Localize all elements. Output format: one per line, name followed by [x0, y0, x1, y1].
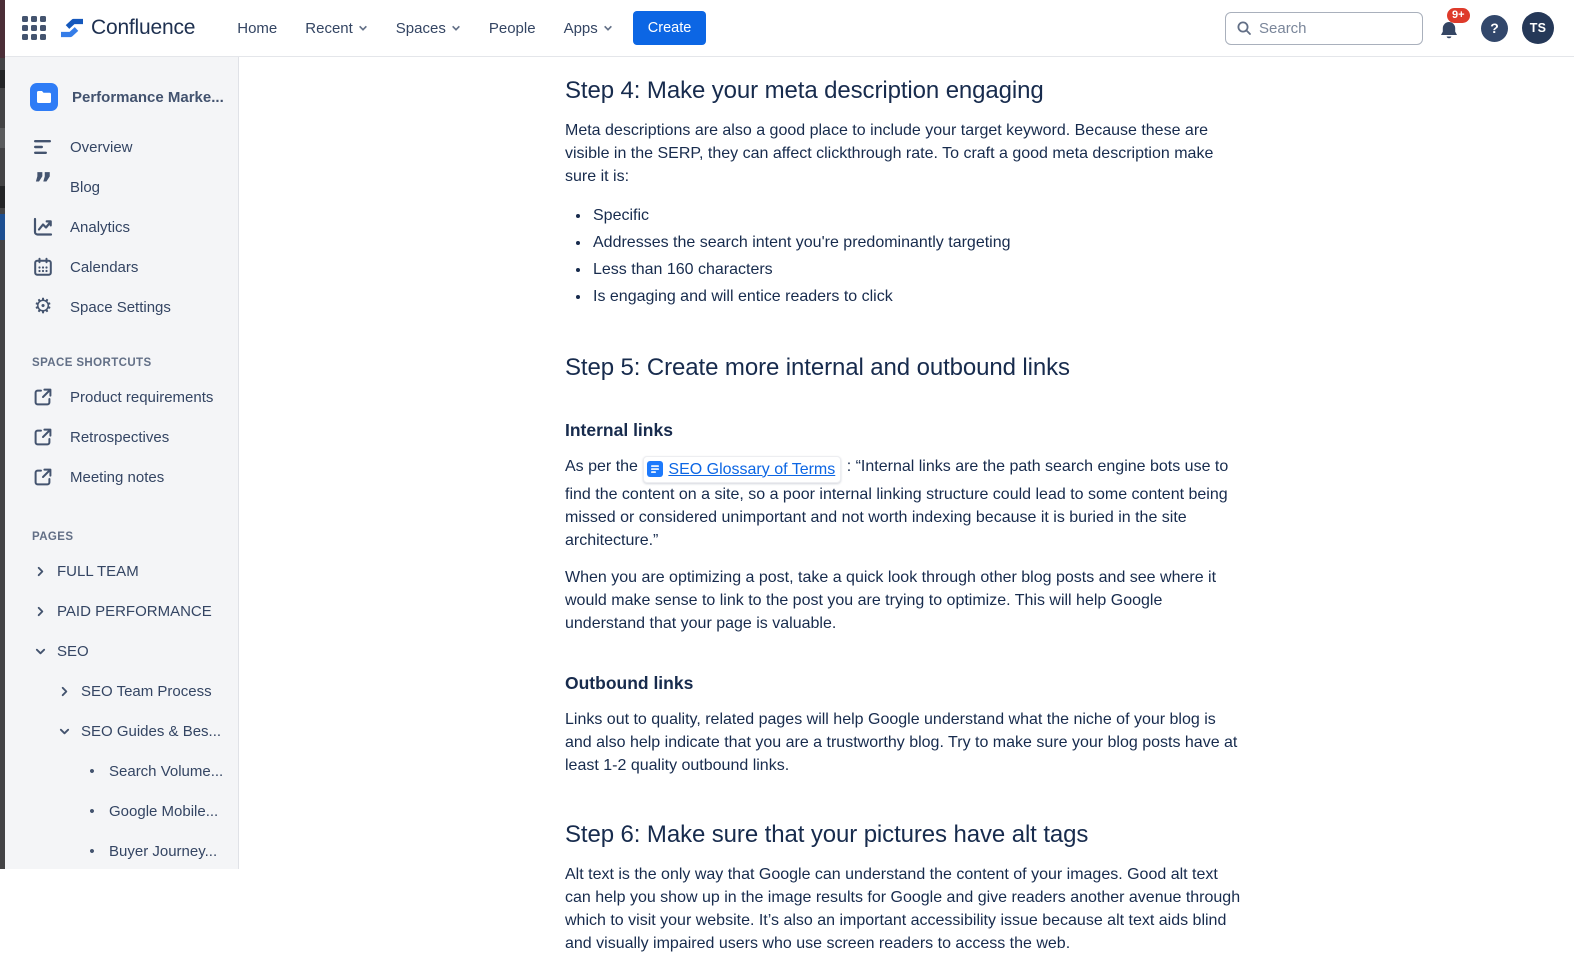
- search-icon: [1236, 20, 1252, 36]
- chevron-down-icon: [603, 23, 613, 33]
- external-link-icon: [32, 388, 54, 406]
- chevron-down-icon: [451, 23, 461, 33]
- document-body: [565, 57, 1243, 955]
- nav-home[interactable]: [227, 13, 287, 44]
- brand-wordmark: Confluence: [91, 16, 196, 39]
- bullet-item: • Less than 160 characters: [591, 258, 1243, 281]
- outbound-links-paragraph: Links out to quality, related pages will help Google understand what the niche of your blog is and also help indicate that you are a trustworthy blog. Try to make sure your blog posts have at least 1-2 quality outbound links.: [565, 710, 1238, 774]
- notification-badge: 9+: [1447, 8, 1470, 23]
- nav-people[interactable]: [479, 13, 546, 44]
- tree-item-label: SEO Guides & Bes...: [81, 722, 222, 740]
- left-edge-segment: [0, 214, 5, 240]
- nav-spaces[interactable]: [386, 13, 471, 44]
- step4-heading: Step 4: Make your meta description engaging: [565, 77, 1044, 104]
- calendar-icon: [32, 258, 54, 276]
- shortcut-retrospectives[interactable]: [5, 417, 238, 457]
- overview-icon: [32, 139, 54, 155]
- help-button[interactable]: [1481, 15, 1508, 42]
- folder-icon: [36, 90, 52, 104]
- shortcut-label: Meeting notes: [70, 468, 165, 486]
- left-edge-segment: [0, 0, 5, 58]
- page-tree: [5, 551, 238, 871]
- analytics-icon: [32, 218, 54, 236]
- tree-item-label: PAID PERFORMANCE: [57, 602, 212, 620]
- sidebar-item-calendars[interactable]: [5, 247, 238, 287]
- bullet-icon: •: [89, 842, 95, 860]
- create-button[interactable]: Create: [633, 11, 707, 45]
- seo-glossary-link[interactable]: [643, 456, 841, 483]
- top-navigation-bar: [5, 0, 1574, 57]
- sidebar-item-blog[interactable]: [5, 167, 238, 207]
- nav-apps[interactable]: [554, 13, 623, 44]
- nav-recent-label: Recent: [305, 19, 353, 37]
- left-edge-strip: [0, 0, 5, 869]
- notifications-button[interactable]: [1437, 9, 1467, 44]
- step6-paragraph: Alt text is the only way that Google can understand the content of your images. Good alt text can help you show up in the image results for Google and give readers another avenue through which to visit your website. It’s also an important accessibility issue because alt text aids blind and visually impaired users who use screen readers to access the web.: [565, 865, 1241, 952]
- sidebar-item-label: Overview: [70, 138, 133, 156]
- paragraph-text: As per the: [565, 458, 638, 475]
- shortcut-label: Retrospectives: [70, 428, 170, 446]
- tree-item-seo[interactable]: [5, 631, 238, 671]
- internal-links-paragraph: [565, 455, 1243, 552]
- chevron-right-icon[interactable]: [33, 566, 47, 577]
- search-input[interactable]: [1259, 20, 1412, 37]
- tree-item-label: SEO: [57, 642, 89, 660]
- shortcut-product-requirements[interactable]: [5, 377, 238, 417]
- space-header[interactable]: [5, 83, 238, 111]
- tree-item-google-mobile[interactable]: [5, 791, 238, 831]
- chevron-down-icon: [358, 23, 368, 33]
- sidebar-item-label: Analytics: [70, 218, 131, 236]
- space-shortcuts-heading: SPACE SHORTCUTS: [32, 357, 152, 369]
- blog-icon: ”: [33, 167, 53, 202]
- tree-item-full-team[interactable]: [5, 551, 238, 591]
- left-edge-segment: [0, 128, 5, 148]
- space-shortcuts-list: [5, 377, 238, 497]
- primary-nav: [227, 13, 623, 44]
- gear-icon: ⚙: [33, 295, 53, 318]
- sidebar-item-label: Blog: [70, 178, 101, 196]
- bullet-icon: •: [89, 762, 95, 780]
- external-link-icon: [32, 428, 54, 446]
- tree-item-label: FULL TEAM: [57, 562, 139, 580]
- outbound-links-heading: Outbound links: [565, 672, 694, 693]
- space-avatar-icon: [30, 83, 58, 111]
- avatar-initials: TS: [1529, 21, 1547, 35]
- step4-bullet-list: [591, 204, 1243, 308]
- nav-home-label: Home: [237, 19, 278, 37]
- tree-item-buyer-journey[interactable]: [5, 831, 238, 871]
- sidebar-item-analytics[interactable]: [5, 207, 238, 247]
- app-switcher-icon[interactable]: [22, 16, 46, 40]
- bullet-item: • Is engaging and will entice readers to click: [591, 285, 1243, 308]
- sidebar-item-space-settings[interactable]: [5, 287, 238, 327]
- nav-spaces-label: Spaces: [395, 19, 446, 37]
- pages-heading: PAGES: [32, 531, 74, 543]
- left-edge-segment: [0, 186, 5, 208]
- confluence-logo[interactable]: [60, 16, 195, 40]
- tree-item-label: SEO Team Process: [81, 682, 212, 700]
- tree-item-label: Buyer Journey...: [109, 842, 218, 860]
- sidebar-item-label: Calendars: [70, 258, 139, 276]
- nav-people-label: People: [488, 19, 536, 37]
- step5-heading: Step 5: Create more internal and outbound links: [565, 354, 1070, 381]
- step6-heading: Step 6: Make sure that your pictures have alt tags: [565, 820, 1089, 848]
- shortcut-meeting-notes[interactable]: [5, 457, 238, 497]
- tree-item-paid-performance[interactable]: [5, 591, 238, 631]
- confluence-logo-icon: [60, 17, 84, 39]
- app-shell: [5, 57, 1574, 952]
- page-content: [239, 57, 1574, 952]
- tree-item-seo-team-process[interactable]: [5, 671, 238, 711]
- sidebar-item-label: Space Settings: [70, 298, 171, 316]
- tree-item-seo-guides[interactable]: [5, 711, 238, 751]
- space-name: Performance Marke...: [72, 88, 224, 106]
- chevron-down-icon[interactable]: [33, 646, 47, 657]
- link-label: SEO Glossary of Terms: [668, 460, 836, 478]
- topbar-right-group: [1225, 9, 1554, 45]
- nav-apps-label: Apps: [563, 19, 598, 37]
- internal-links-heading: Internal links: [565, 420, 673, 440]
- tree-item-label: Google Mobile...: [109, 802, 219, 820]
- chevron-right-icon[interactable]: [33, 606, 47, 617]
- bullet-icon: •: [89, 802, 95, 820]
- tree-item-label: Search Volume...: [109, 762, 224, 780]
- space-nav: [5, 127, 238, 327]
- document-icon: [647, 461, 663, 477]
- tree-item-search-volume[interactable]: [5, 751, 238, 791]
- chevron-down-icon[interactable]: [57, 726, 71, 737]
- chevron-right-icon[interactable]: [57, 686, 71, 697]
- sidebar-item-overview[interactable]: [5, 127, 238, 167]
- search-box[interactable]: [1225, 12, 1423, 45]
- paragraph-text: : “Internal links are the path search engine bots use to find the content on a site, so a poor internal linking structure could lead to some content being missed or considered unimportant and not worth indexing because it is buried in the site architecture.”: [565, 458, 1229, 549]
- bullet-item: • Specific: [591, 204, 1243, 227]
- help-icon: ?: [1490, 20, 1499, 36]
- left-edge-segment: [0, 70, 5, 88]
- space-sidebar: [5, 57, 239, 869]
- bullet-item: • Addresses the search intent you're predominantly targeting: [591, 231, 1243, 254]
- shortcut-label: Product requirements: [70, 388, 214, 406]
- internal-links-paragraph-2: When you are optimizing a post, take a quick look through other blog posts and see where it would make sense to link to the post you are trying to optimize. This will help Google understand that your page is valuable.: [565, 568, 1217, 632]
- nav-recent[interactable]: [295, 13, 378, 44]
- step4-intro: Meta descriptions are also a good place to include your target keyword. Because these are visible in the SERP, they can affect clickthrough rate. To craft a good meta description make sure it is:: [565, 122, 1214, 185]
- external-link-icon: [32, 468, 54, 486]
- user-avatar[interactable]: [1522, 12, 1554, 44]
